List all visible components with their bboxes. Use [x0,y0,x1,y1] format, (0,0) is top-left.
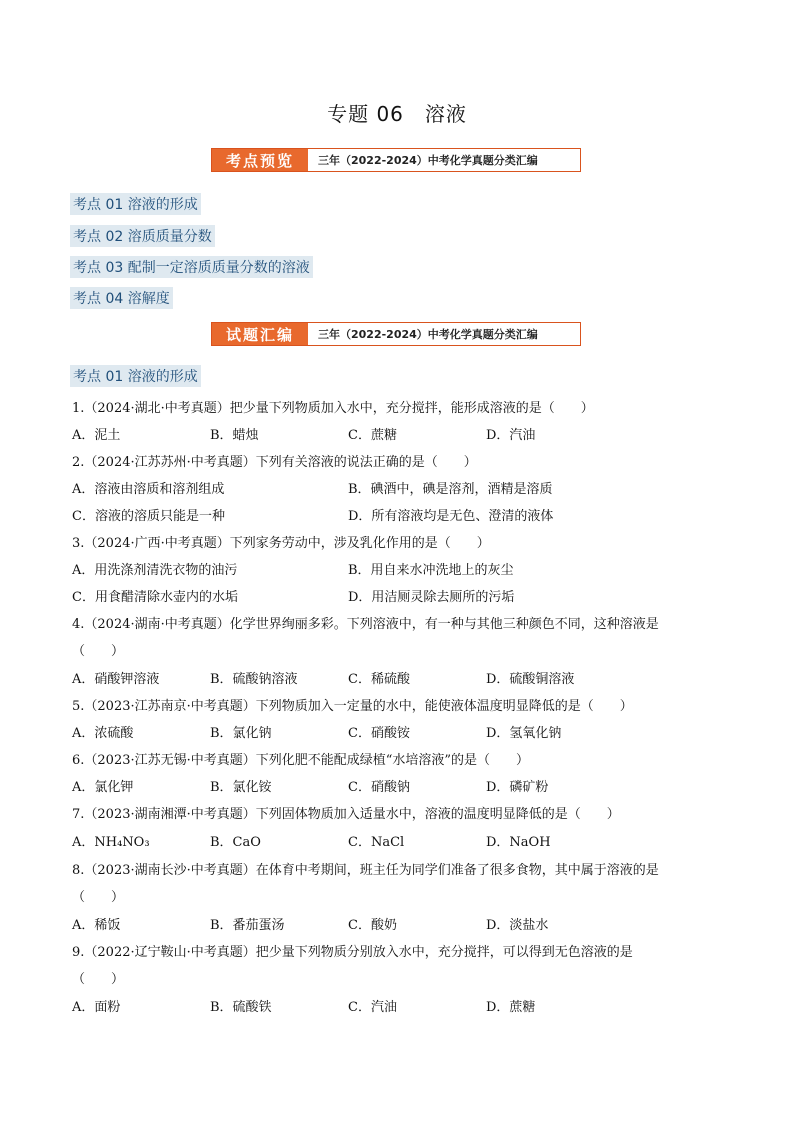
question-2-option-d[interactable]: D．所有溶液均是无色、澄清的液体 [348,509,554,524]
question-5-option-a[interactable]: A．浓硫酸 [72,726,134,741]
question-8-option-a[interactable]: A．稀饭 [72,918,121,933]
question-6-option-b[interactable]: B．氯化铵 [210,780,272,795]
question-9-option-c[interactable]: C．汽油 [348,1000,397,1015]
question-5-option-d[interactable]: D．氢氧化钠 [486,726,562,741]
question-4-stem-cont: （ ） [72,644,125,659]
toc-item-3[interactable]: 考点 03 配制一定溶质质量分数的溶液 [70,256,313,278]
question-6-option-a[interactable]: A．氯化钾 [72,780,134,795]
question-7-option-d[interactable]: D．NaOH [486,835,551,850]
section-banner-preview [211,148,581,172]
banner-tag: 试题汇编 [212,323,308,345]
question-2-option-b[interactable]: B．碘酒中，碘是溶剂，酒精是溶质 [348,482,553,497]
question-5-stem: 5.（2023·江苏南京·中考真题）下列物质加入一定量的水中，能使液体温度明显降低的是（ ） [72,699,633,714]
question-9-option-d[interactable]: D．蔗糖 [486,1000,536,1015]
question-2-option-a[interactable]: A．溶液由溶质和溶剂组成 [72,482,225,497]
question-3-stem: 3.（2024·广西·中考真题）下列家务劳动中，涉及乳化作用的是（ ） [72,536,490,551]
question-1-option-d[interactable]: D．汽油 [486,428,536,443]
question-5-option-c[interactable]: C．硝酸铵 [348,726,410,741]
question-3-option-b[interactable]: B．用自来水冲洗地上的灰尘 [348,563,514,578]
question-8-stem-cont: （ ） [72,890,125,905]
page-title: 专题 06 溶液 [327,102,467,126]
question-4-option-d[interactable]: D．硫酸铜溶液 [486,672,575,687]
toc-item-4[interactable]: 考点 04 溶解度 [70,287,173,309]
banner-subtitle: 三年（2022-2024）中考化学真题分类汇编 [318,328,538,341]
question-8-option-c[interactable]: C．酸奶 [348,918,397,933]
question-9-option-a[interactable]: A．面粉 [72,1000,121,1015]
question-6-option-c[interactable]: C．硝酸钠 [348,780,410,795]
question-3-option-d[interactable]: D．用洁厕灵除去厕所的污垢 [348,590,515,605]
question-1-option-c[interactable]: C．蔗糖 [348,428,397,443]
question-4-option-a[interactable]: A．硝酸钾溶液 [72,672,160,687]
question-8-stem: 8.（2023·湖南长沙·中考真题）在体育中考期间，班主任为同学们准备了很多食物，其中属于溶液的是 [72,863,659,878]
question-1-stem: 1.（2024·湖北·中考真题）把少量下列物质加入水中，充分搅拌，能形成溶液的是（ ） [72,401,594,416]
question-9-option-b[interactable]: B．硫酸铁 [210,1000,272,1015]
question-9-stem-cont: （ ） [72,972,125,987]
section-heading: 考点 01 溶液的形成 [70,365,201,387]
question-7-stem: 7.（2023·湖南湘潭·中考真题）下列固体物质加入适量水中，溶液的温度明显降低的是（ ） [72,807,620,822]
question-4-option-b[interactable]: B．硫酸钠溶液 [210,672,298,687]
toc-item-1[interactable]: 考点 01 溶液的形成 [70,193,201,215]
question-3-option-a[interactable]: A．用洗涤剂清洗衣物的油污 [72,563,238,578]
section-banner-exercises [211,322,581,346]
question-8-option-b[interactable]: B．番茄蛋汤 [210,918,285,933]
question-7-option-b[interactable]: B．CaO [210,835,261,850]
banner-subtitle: 三年（2022-2024）中考化学真题分类汇编 [318,154,538,167]
question-9-stem: 9.（2022·辽宁鞍山·中考真题）把少量下列物质分别放入水中，充分搅拌，可以得到无色溶液的是 [72,945,633,960]
question-7-option-c[interactable]: C．NaCl [348,835,405,850]
question-6-stem: 6.（2023·江苏无锡·中考真题）下列化肥不能配成绿植“水培溶液”的是（ ） [72,753,530,768]
question-3-option-c[interactable]: C．用食醋清除水壶内的水垢 [72,590,238,605]
question-5-option-b[interactable]: B．氯化钠 [210,726,272,741]
banner-tag: 考点预览 [212,149,308,171]
question-6-option-d[interactable]: D．磷矿粉 [486,780,549,795]
question-1-option-b[interactable]: B．蜡烛 [210,428,259,443]
question-2-option-c[interactable]: C．溶液的溶质只能是一种 [72,509,225,524]
question-4-stem: 4.（2024·湖南·中考真题）化学世界绚丽多彩。下列溶液中，有一种与其他三种颜色不同，这种溶液是 [72,617,659,632]
question-7-option-a[interactable]: A．NH₄NO₃ [72,835,150,850]
question-1-option-a[interactable]: A．泥土 [72,428,121,443]
question-2-stem: 2.（2024·江苏苏州·中考真题）下列有关溶液的说法正确的是（ ） [72,455,477,470]
question-4-option-c[interactable]: C．稀硫酸 [348,672,410,687]
question-8-option-d[interactable]: D．淡盐水 [486,918,549,933]
toc-item-2[interactable]: 考点 02 溶质质量分数 [70,225,215,247]
